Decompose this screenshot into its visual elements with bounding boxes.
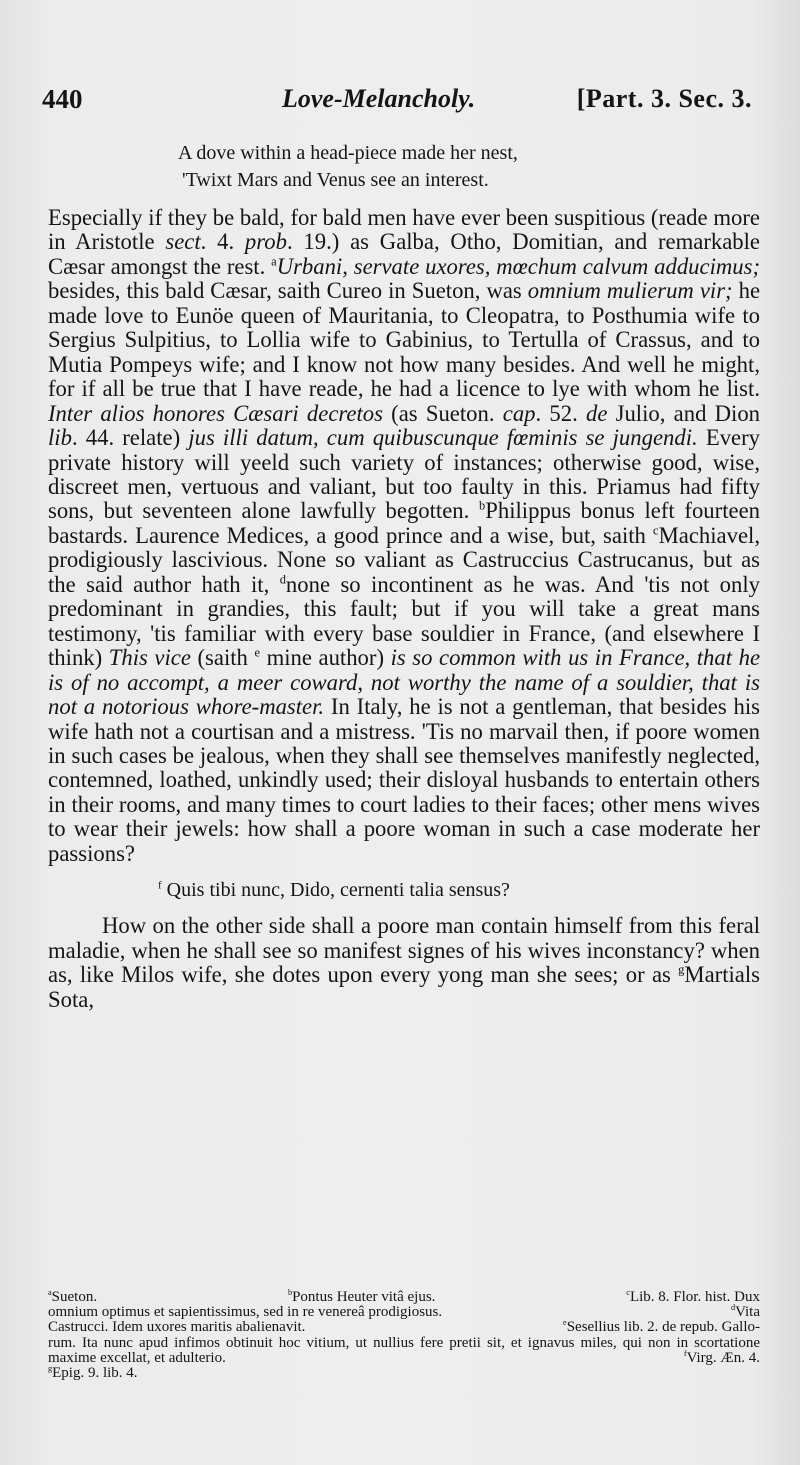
footnote-d-e: Castrucci. Idem uxores maritis abalienavit. $^e$Sesellius lib. 2. de repub. Gallo- (48, 1318, 760, 1336)
paragraph-1: Especially if they be bald, for bald men have ever been suspitious (reade more in Aristotle sect. 4. prob. 19.) as Galba, Otho, Domitian, and remarkable Cæsar amongst the rest. $^a$Urbani, servate uxores, mœchum calvum adducimus; besides, this bald Cæsar, saith Cureo in Sueton, was omnium mulierum vir; he made love to Eunöe queen of Mauritania, to Cleopatra, to Posthumia wife to Sergius Sulpitius, to Lollia wife to Gabinius, to Tertulla of Crassus, and to Mutia Pompeys wife; and I know not how many besides. And well he might, for if all be true that I have reade, he had a licence to lye with whom he list. Inter alios honores Cæsari decretos (as Sueton. cap. 52. de Julio, and Dion lib. 44. relate) jus illi datum, cum quibuscunque fœminis se jungendi. Every private history will yeeld such variety of instances; otherwise good, wise, discreet men, vertuous and valiant, but too faulty in this. Priamus had fifty sons, but seventeen alone lawfully begotten. $^b$Philippus bonus left fourteen bastards. Laurence Medices, a good prince and a wise, but, saith $^c$Machiavel, prodigiously lascivious. None so valiant as Castruccius Castrucanus, but as the said author hath it, $^d$none so incontinent as he was. And 'tis not only predominant in grandies, this fault; but if you will take a great mans testimony, 'tis familiar with every base souldier in France, (and elsewhere I think) This vice (saith $^e$ mine author) is so common with us in France, that he is of no accompt, a meer coward, not worthy the name of a souldier, that is not a notorious whore-master. In Italy, he is not a gentleman, that besides his wife hath not a courtisan and a mistress. 'Tis no marvail then, if poore women in such cases be jealous, when they shall see themselves manifestly neglected, contemned, loathed, unkindly used; their disloyal husbands to entertain others in their rooms, and many times to court ladies to their faces; other mens wives to wear their jewels: how shall a poore woman in such a case moderate her passions? (48, 205, 761, 866)
verse-line-1: A dove within a head-piece made her nest, (178, 142, 518, 164)
footnote-g: $^g$Epig. 9. lib. 4. (48, 1364, 138, 1382)
footnote-row-1 (48, 1290, 760, 1305)
page-number: 440 (42, 84, 83, 114)
verse-couplet (178, 140, 760, 194)
latin-quote: $^f$ Quis tibi nunc, Dido, cernenti talia sensus? (158, 879, 510, 902)
footnote-ref-d: d (279, 572, 286, 587)
footnote-ref-f: f (158, 879, 162, 892)
prose (48, 206, 760, 1012)
footnote-a: $^a$Sueton. (48, 1288, 98, 1305)
section-label: [Part. 3. Sec. 3. (576, 84, 752, 113)
footnote-ref-g: g (678, 962, 685, 977)
footnote-c-start: $^c$Lib. 8. Flor. hist. Dux (626, 1288, 760, 1305)
footnote-ref-e: e (254, 645, 261, 660)
footnote-ref-c: c (653, 523, 659, 538)
footnote-ref-b: b (479, 498, 486, 513)
footnote-b: $^b$Pontus Heuter vitâ ejus. (287, 1288, 436, 1305)
footnote-f: Virg. Æn. 4. (686, 1349, 760, 1366)
verse-line-2: 'Twixt Mars and Venus see an interest. (182, 169, 489, 191)
footnote-c-cont: omnium optimus et sapientissimus, sed in re venereâ prodigiosus. $^d$Vita (48, 1303, 760, 1321)
footnotes (48, 1290, 760, 1381)
main-text (48, 140, 760, 1012)
footnote-d-start: $^d$Vita (730, 1303, 760, 1321)
paragraph-2: How on the other side shall a poore man contain himself from this feral maladie, when he shall see so manifest signes of his wives inconstancy? when as, like Milos wife, she dotes upon every yong man she sees; or as $^g$Martials Sota, (48, 913, 760, 1012)
running-header (42, 84, 752, 124)
footnote-ref-a: a (271, 254, 277, 269)
footnote-e-start: $^e$Sesellius lib. 2. de repub. Gallo- (563, 1318, 760, 1336)
running-title: Love-Melancholy. (282, 84, 476, 113)
footnote-e-cont: rum. Ita nunc apud infimos obtinuit hoc vitium, ut nullius fere pretii sit, et ignavus miles, qui non in scortatione maxime excellat, et adulterio. $^f$Virg. Æn. 4. (48, 1334, 760, 1366)
